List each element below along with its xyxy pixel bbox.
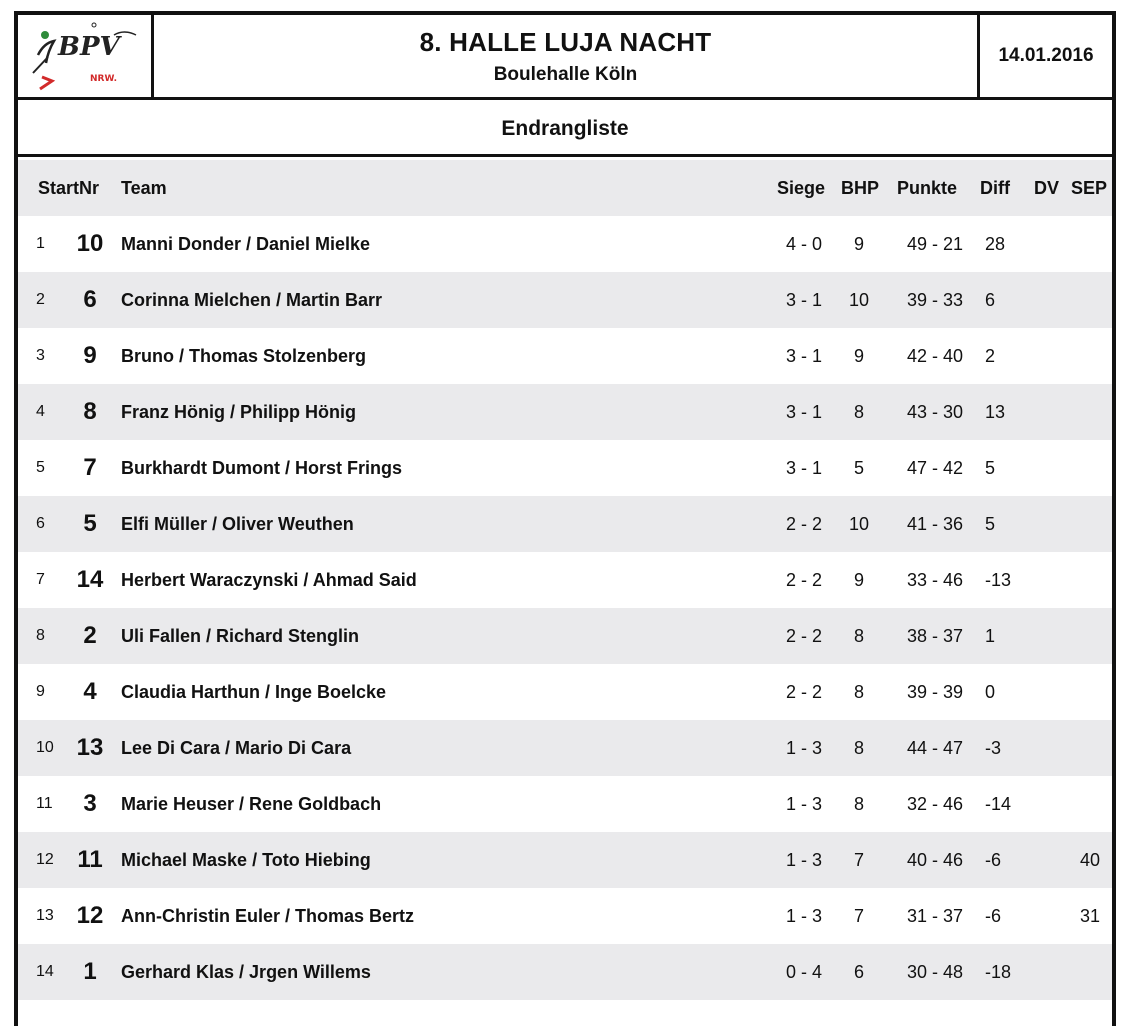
cell-siege: 3 - 1: [785, 457, 823, 478]
cell-place: 4: [36, 403, 45, 420]
event-date: 14.01.2016: [998, 45, 1094, 66]
cell-startnr: 7: [83, 454, 97, 481]
cell-bhp: 9: [853, 569, 864, 590]
table-row: [18, 608, 1112, 664]
cell-siege: 2 - 2: [785, 625, 823, 646]
cell-punkte: 39 - 33: [906, 289, 964, 310]
column-header-siege: Siege: [777, 177, 826, 198]
table-row: [18, 496, 1112, 552]
table-row: [18, 384, 1112, 440]
cell-diff: 6: [985, 289, 996, 310]
logo-cell: [18, 15, 154, 97]
bpv-logo-icon: [18, 15, 154, 97]
column-header-punkte: Punkte: [897, 177, 958, 198]
cell-place: 10: [36, 739, 54, 756]
cell-punkte: 43 - 30: [906, 401, 964, 422]
table-header: [18, 160, 1112, 216]
cell-punkte: 38 - 37: [906, 625, 964, 646]
cell-siege: 2 - 2: [785, 569, 823, 590]
ranking-sheet: [14, 11, 1116, 1026]
cell-sep: [1048, 608, 1100, 664]
cell-startnr: 2: [83, 622, 97, 649]
cell-bhp: 6: [853, 961, 864, 982]
cell-diff: -6: [985, 905, 1002, 926]
cell-diff: 13: [985, 401, 1006, 422]
cell-siege: 1 - 3: [785, 793, 823, 814]
cell-sep: [1048, 216, 1100, 272]
cell-punkte: 47 - 42: [906, 457, 964, 478]
cell-siege: 3 - 1: [785, 345, 823, 366]
cell-team: Gerhard Klas / Jrgen Willems: [121, 961, 371, 982]
cell-diff: 5: [985, 513, 996, 534]
cell-punkte: 44 - 47: [906, 737, 964, 758]
cell-place: 12: [36, 851, 54, 868]
cell-sep: [1048, 440, 1100, 496]
cell-team: Lee Di Cara / Mario Di Cara: [121, 737, 352, 758]
table-row: [18, 944, 1112, 1000]
cell-bhp: 8: [853, 737, 864, 758]
cell-place: 9: [36, 683, 45, 700]
table-row: [18, 664, 1112, 720]
cell-sep: [1048, 328, 1100, 384]
cell-siege: 1 - 3: [785, 849, 823, 870]
cell-sep: [1048, 944, 1100, 1000]
cell-team: Manni Donder / Daniel Mielke: [121, 233, 371, 254]
ranking-table-body: [18, 216, 1112, 1000]
cell-punkte: 30 - 48: [906, 961, 964, 982]
cell-sep: [1048, 496, 1100, 552]
cell-punkte: 40 - 46: [906, 849, 964, 870]
cell-siege: 0 - 4: [785, 961, 823, 982]
cell-team: Marie Heuser / Rene Goldbach: [121, 793, 382, 814]
cell-sep: 40: [1079, 849, 1100, 870]
cell-punkte: 31 - 37: [906, 905, 964, 926]
cell-sep: [1048, 552, 1100, 608]
cell-place: 8: [36, 627, 45, 644]
table-row: [18, 776, 1112, 832]
table-row: [18, 216, 1112, 272]
column-header-bhp: BHP: [841, 177, 880, 198]
cell-place: 11: [36, 795, 53, 812]
cell-sep: [1048, 776, 1100, 832]
cell-sep: [1048, 384, 1100, 440]
svg-text:NRW.: NRW.: [90, 74, 118, 84]
cell-bhp: 8: [853, 625, 864, 646]
cell-startnr: 3: [83, 790, 97, 817]
cell-team: Corinna Mielchen / Martin Barr: [121, 289, 383, 310]
cell-startnr: 12: [76, 902, 104, 929]
cell-siege: 2 - 2: [785, 681, 823, 702]
column-header-startnr: StartNr: [38, 177, 100, 198]
cell-startnr: 5: [83, 510, 97, 537]
cell-diff: 28: [985, 233, 1006, 254]
table-row: [18, 888, 1112, 944]
svg-text:BPV: BPV: [58, 32, 120, 62]
cell-team: Burkhardt Dumont / Horst Frings: [121, 457, 403, 478]
cell-diff: -6: [985, 849, 1002, 870]
cell-siege: 3 - 1: [785, 289, 823, 310]
column-header-dv: DV: [1034, 177, 1060, 198]
cell-sep: [1048, 720, 1100, 776]
cell-diff: -13: [985, 569, 1012, 590]
event-title: 8. HALLE LUJA NACHT: [419, 27, 712, 57]
cell-place: 3: [36, 347, 45, 364]
cell-punkte: 49 - 21: [906, 233, 964, 254]
cell-team: Uli Fallen / Richard Stenglin: [121, 625, 360, 646]
cell-startnr: 13: [76, 734, 104, 761]
cell-bhp: 9: [853, 233, 864, 254]
cell-diff: 5: [985, 457, 996, 478]
cell-team: Franz Hönig / Philipp Hönig: [121, 401, 356, 422]
cell-startnr: 4: [83, 678, 97, 705]
cell-diff: 0: [985, 681, 996, 702]
cell-diff: -3: [985, 737, 1002, 758]
cell-diff: -14: [985, 793, 1012, 814]
cell-startnr: 11: [77, 846, 103, 873]
cell-team: Bruno / Thomas Stolzenberg: [121, 345, 367, 366]
cell-bhp: 7: [853, 849, 864, 870]
cell-bhp: 8: [853, 681, 864, 702]
cell-team: Herbert Waraczynski / Ahmad Said: [121, 569, 417, 590]
cell-diff: -18: [985, 961, 1012, 982]
cell-place: 13: [36, 907, 54, 924]
cell-bhp: 7: [853, 905, 864, 926]
cell-siege: 4 - 0: [785, 233, 823, 254]
cell-diff: 1: [985, 625, 996, 646]
column-header-diff: Diff: [980, 177, 1010, 198]
cell-siege: 2 - 2: [785, 513, 823, 534]
cell-startnr: 6: [83, 286, 97, 313]
cell-startnr: 10: [76, 230, 104, 257]
cell-team: Michael Maske / Toto Hiebing: [121, 849, 371, 870]
cell-place: 2: [36, 291, 45, 308]
cell-siege: 1 - 3: [785, 905, 823, 926]
cell-bhp: 8: [853, 401, 864, 422]
cell-place: 1: [36, 235, 45, 252]
cell-punkte: 41 - 36: [906, 513, 964, 534]
cell-sep: [1048, 664, 1100, 720]
cell-place: 5: [36, 459, 45, 476]
cell-punkte: 39 - 39: [906, 681, 964, 702]
cell-bhp: 10: [848, 513, 870, 534]
event-venue: Boulehalle Köln: [493, 64, 638, 85]
section-title: Endrangliste: [18, 103, 1112, 157]
cell-bhp: 5: [853, 457, 864, 478]
cell-sep: [1048, 272, 1100, 328]
cell-siege: 1 - 3: [785, 737, 823, 758]
table-row: [18, 720, 1112, 776]
cell-startnr: 14: [76, 566, 104, 593]
cell-team: Elfi Müller / Oliver Weuthen: [121, 513, 354, 534]
column-header-team: Team: [121, 177, 167, 198]
cell-startnr: 8: [83, 398, 97, 425]
cell-team: Ann-Christin Euler / Thomas Bertz: [121, 905, 415, 926]
cell-startnr: 1: [83, 958, 97, 985]
cell-bhp: 10: [848, 289, 870, 310]
table-row: [18, 328, 1112, 384]
cell-siege: 3 - 1: [785, 401, 823, 422]
cell-diff: 2: [985, 345, 996, 366]
cell-punkte: 42 - 40: [906, 345, 964, 366]
title-cell: [154, 15, 980, 97]
cell-sep: 31: [1079, 905, 1100, 926]
cell-place: 14: [36, 963, 54, 980]
cell-team: Claudia Harthun / Inge Boelcke: [121, 681, 387, 702]
cell-punkte: 33 - 46: [906, 569, 964, 590]
cell-startnr: 9: [83, 342, 97, 369]
cell-place: 6: [36, 515, 45, 532]
header-row: [18, 15, 1112, 100]
table-row: [18, 272, 1112, 328]
table-row: [18, 832, 1112, 888]
cell-place: 7: [36, 571, 45, 588]
cell-bhp: 8: [853, 793, 864, 814]
cell-bhp: 9: [853, 345, 864, 366]
table-row: [18, 552, 1112, 608]
cell-punkte: 32 - 46: [906, 793, 964, 814]
column-header-sep: SEP: [1071, 177, 1108, 198]
table-row: [18, 440, 1112, 496]
